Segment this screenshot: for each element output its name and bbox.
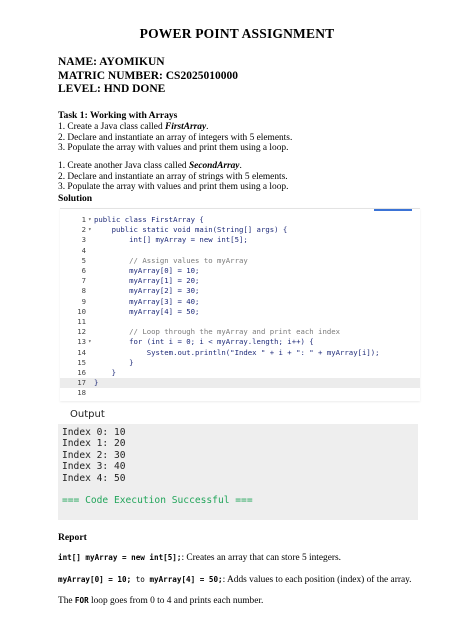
code-text: myArray[1] = 20; [94, 276, 200, 286]
level: LEVEL: HND DONE [58, 83, 166, 95]
code-line [60, 358, 420, 368]
output-line: Index 0: 10 [62, 427, 126, 438]
code-text: public static void main(String[] args) { [94, 225, 288, 235]
report-line-2: myArray[0] = 10; to myArray[4] = 50;: Adds values to each position (index) of the array. [58, 575, 412, 585]
code-line [60, 307, 420, 317]
code-line [60, 378, 420, 388]
code-text: // Loop through the myArray and print each index [94, 327, 341, 337]
line-number: 14 [77, 347, 86, 357]
code-line [60, 297, 420, 307]
line-number: 4 [81, 245, 86, 255]
code-text: myArray[4] = 50; [94, 306, 200, 316]
editor-tab-indicator [374, 209, 412, 211]
page-title: POWER POINT ASSIGNMENT [139, 26, 335, 41]
code-line [60, 215, 420, 225]
report-line-1: int[] myArray = new int[5];: Creates an array that can store 5 integers. [58, 553, 342, 563]
line-number: 1 [81, 215, 86, 224]
code-text: } [94, 368, 116, 377]
line-number: 10 [77, 306, 86, 316]
code-text: for (int i = 0; i < myArray.length; i++) { [94, 337, 314, 347]
line-number: 8 [81, 286, 86, 296]
report-code-for: FOR [74, 596, 89, 605]
execution-status: === Code Execution Successful === [62, 495, 253, 506]
line-number: 7 [81, 276, 86, 286]
line-number: 2 [81, 225, 86, 235]
output-line: Index 1: 20 [62, 438, 126, 450]
code-line [60, 246, 420, 256]
output-line: Index 3: 40 [62, 461, 126, 473]
class-name-first: FirstArray [164, 122, 207, 132]
matric-number: MATRIC NUMBER: CS2025010000 [58, 69, 238, 82]
line-number: 17 [77, 378, 86, 388]
line-number: 3 [81, 235, 86, 245]
code-line [60, 276, 420, 286]
code-line [60, 317, 420, 327]
line-number: 13 [77, 337, 86, 347]
code-text: } [94, 378, 99, 388]
code-line [60, 368, 420, 378]
code-text: int[] myArray = new int[5]; [94, 235, 248, 245]
code-line [60, 266, 420, 276]
task-part1-line3: 3. Populate the array with values and print them using a loop. [58, 143, 289, 153]
report-heading: Report [58, 532, 87, 543]
code-text: myArray[0] = 10; [94, 266, 200, 275]
report-code-declare: int[] myArray = new int[5]; [58, 553, 182, 562]
fold-arrow-icon: ▾ [88, 338, 92, 346]
fold-arrow-icon: ▾ [88, 226, 92, 234]
code-text: } [94, 357, 134, 367]
task-part2-line3: 3. Populate the array with values and print them using a loop. [58, 182, 289, 192]
line-number: 15 [77, 357, 86, 367]
code-line [60, 235, 420, 245]
solution-label: Solution [58, 193, 93, 204]
code-editor-screenshot [60, 208, 420, 401]
student-name: NAME: AYOMIKUN [58, 56, 165, 68]
code-text: public class FirstArray { [94, 215, 204, 224]
code-text: myArray[3] = 40; [94, 296, 200, 306]
line-number: 11 [77, 317, 86, 326]
code-text: System.out.println("Index " + i + ": " + myArray[i]); [94, 347, 380, 357]
task-part2-line2: 2. Declare and instantiate an array of strings with 5 elements. [58, 171, 288, 182]
task-part1-line1: 1. Create a Java class called FirstArray. [58, 122, 209, 132]
code-line [60, 286, 420, 296]
line-number: 18 [77, 388, 86, 398]
code-line [60, 337, 420, 347]
output-line: Index 2: 30 [62, 449, 126, 461]
task-heading: Task 1: Working with Arrays [58, 110, 178, 121]
line-number: 16 [77, 368, 86, 377]
code-text: myArray[2] = 30; [94, 286, 200, 296]
line-number: 9 [81, 296, 86, 306]
fold-arrow-icon: ▾ [88, 216, 92, 223]
report-code-assign-first: myArray[0] = 10; [58, 575, 132, 584]
output-console [58, 424, 418, 520]
output-line: Index 4: 50 [62, 472, 126, 484]
code-line [60, 348, 420, 358]
output-label: Output [70, 409, 105, 420]
task-part2-line1: 1. Create another Java class called SecondArray. [58, 161, 242, 171]
code-line [60, 225, 420, 235]
class-name-second: SecondArray [188, 161, 240, 171]
line-number: 5 [81, 255, 86, 265]
task-part1-line2: 2. Declare and instantiate an array of integers with 5 elements. [58, 132, 293, 143]
line-number: 12 [77, 327, 86, 337]
code-line [60, 256, 420, 266]
code-line [60, 327, 420, 337]
line-number: 6 [81, 266, 86, 275]
report-line-3: The FOR loop goes from 0 to 4 and prints each number. [58, 596, 264, 606]
code-line [60, 388, 420, 398]
code-text: // Assign values to myArray [94, 255, 248, 265]
report-code-assign-last: myArray[4] = 50; [149, 575, 223, 584]
